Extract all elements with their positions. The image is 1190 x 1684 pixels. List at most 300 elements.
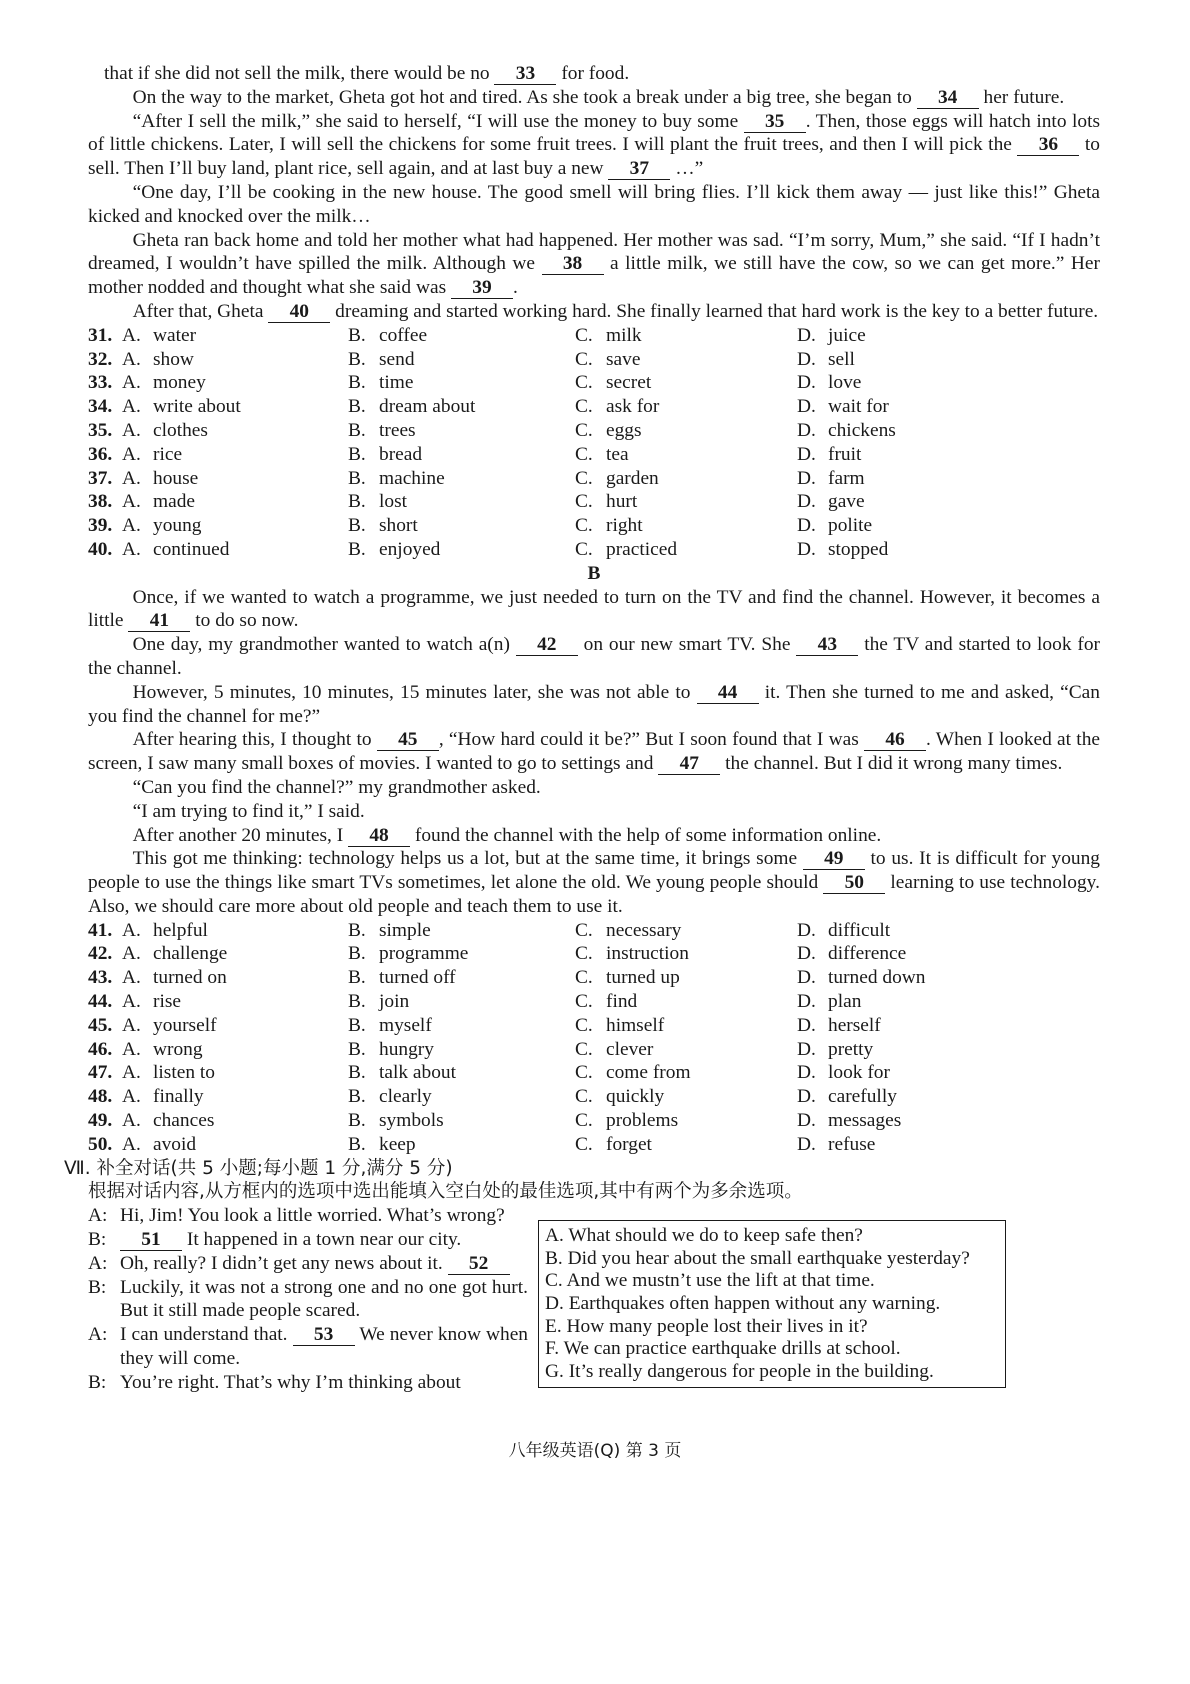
option-a bbox=[122, 966, 348, 990]
option-letter: A. bbox=[122, 372, 141, 394]
passage-text: Gheta ran back home and told her mother what had happened. Her mother was sad. “I’m sorry, Mum,” she said. “If I hadn’t dreamed, I wouldn’t have spilled the milk. Although we bbox=[88, 229, 1100, 275]
option-letter: D. bbox=[797, 991, 816, 1013]
blank-33: 33 bbox=[494, 64, 556, 85]
option-letter: D. bbox=[797, 443, 816, 465]
option-text: turned on bbox=[153, 967, 227, 989]
option-letter: C. bbox=[575, 919, 593, 941]
question-number: 35. bbox=[88, 419, 113, 441]
option-text: trees bbox=[379, 419, 416, 441]
option-letter: B. bbox=[348, 1086, 366, 1108]
question-number: 45. bbox=[88, 1014, 113, 1036]
passage-text: , “How hard could it be?” But I soon found that I was bbox=[438, 729, 859, 751]
passage-text: her future. bbox=[983, 86, 1065, 108]
option-text: find bbox=[606, 991, 638, 1013]
option-text: avoid bbox=[153, 1133, 197, 1155]
option-letter: A. bbox=[122, 491, 141, 513]
option-letter: B. bbox=[348, 324, 366, 346]
option-letter: D. bbox=[797, 919, 816, 941]
option-text: clearly bbox=[379, 1086, 432, 1108]
option-letter: C. bbox=[575, 1133, 593, 1155]
passage-b-paragraph bbox=[88, 847, 1100, 918]
option-text: come from bbox=[606, 1062, 691, 1084]
option-a bbox=[122, 538, 348, 562]
option-row bbox=[88, 942, 1100, 966]
option-d bbox=[797, 1133, 1100, 1157]
dialogue-section bbox=[88, 1204, 1100, 1392]
option-row bbox=[88, 990, 1100, 1014]
passage-text: Once, if we wanted to watch a programme, we just needed to turn on the TV and find the channel. However, it becomes a little bbox=[88, 586, 1100, 632]
option-letter: C. bbox=[575, 1086, 593, 1108]
passage-text: . Then, those eggs will hatch into lots of little chickens. Later, I will sell the chickens for some fruit trees. I will plant the fruit trees, and then I will pick the bbox=[88, 110, 1100, 156]
option-letter: A. bbox=[122, 443, 141, 465]
option-letter: C. bbox=[575, 538, 593, 560]
passage-text: the channel. But I did it wrong many times. bbox=[725, 753, 1063, 775]
option-row bbox=[88, 966, 1100, 990]
blank-42: 42 bbox=[516, 635, 578, 656]
option-text: love bbox=[828, 372, 862, 394]
option-letter: D. bbox=[797, 967, 816, 989]
option-row bbox=[88, 419, 1100, 443]
option-letter: B. bbox=[348, 1038, 366, 1060]
option-d bbox=[797, 942, 1100, 966]
option-c bbox=[575, 467, 797, 491]
option-text: join bbox=[379, 991, 410, 1013]
options-list-31-40 bbox=[88, 324, 1100, 562]
option-a bbox=[122, 942, 348, 966]
option-a bbox=[122, 919, 348, 943]
option-text: difficult bbox=[828, 919, 891, 941]
passage-a-paragraph bbox=[88, 86, 1100, 110]
option-a bbox=[122, 443, 348, 467]
speaker-label: A: bbox=[88, 1252, 108, 1274]
blank-39: 39 bbox=[451, 278, 513, 299]
option-text: eggs bbox=[606, 419, 642, 441]
option-text: coffee bbox=[379, 324, 428, 346]
dialogue-text bbox=[120, 1228, 528, 1252]
option-text: rise bbox=[153, 991, 181, 1013]
dialogue-text-part: I can understand that. bbox=[120, 1324, 288, 1346]
question-number: 44. bbox=[88, 991, 113, 1013]
blank-50: 50 bbox=[823, 873, 885, 894]
option-b bbox=[348, 1038, 575, 1062]
option-letter: A. bbox=[122, 919, 141, 941]
option-letter: A. bbox=[122, 348, 141, 370]
option-letter: C. bbox=[575, 396, 593, 418]
option-text: listen to bbox=[153, 1062, 215, 1084]
dialogue-line bbox=[88, 1276, 528, 1324]
option-c bbox=[575, 324, 797, 348]
option-a bbox=[122, 395, 348, 419]
passage-text: to sell. Then I’ll buy land, plant rice, sell again, and at last buy a new bbox=[88, 134, 1100, 180]
option-letter: B. bbox=[348, 1133, 366, 1155]
option-c bbox=[575, 966, 797, 990]
option-letter: C. bbox=[575, 324, 593, 346]
option-letter: B. bbox=[348, 419, 366, 441]
option-b bbox=[348, 395, 575, 419]
question-number: 39. bbox=[88, 515, 113, 537]
passage-text: learning to use technology. Also, we should care more about old people and teach them to use it. bbox=[88, 872, 1100, 917]
speaker-label: A: bbox=[88, 1205, 108, 1227]
option-letter: A. bbox=[122, 467, 141, 489]
option-text: messages bbox=[828, 1110, 902, 1132]
option-row bbox=[88, 538, 1100, 562]
passage-text: After that, Gheta bbox=[132, 300, 264, 322]
option-letter: D. bbox=[797, 419, 816, 441]
option-letter: C. bbox=[575, 1062, 593, 1084]
passage-b-paragraph: “Can you find the channel?” my grandmother asked. bbox=[132, 776, 541, 798]
option-letter: B. bbox=[348, 396, 366, 418]
blank-51: 51 bbox=[120, 1230, 182, 1251]
question-number: 48. bbox=[88, 1086, 113, 1108]
blank-46: 46 bbox=[864, 730, 926, 751]
option-a bbox=[122, 467, 348, 491]
passage-text: After another 20 minutes, I bbox=[132, 824, 344, 846]
option-d bbox=[797, 1014, 1100, 1038]
option-letter: A. bbox=[122, 1062, 141, 1084]
option-d bbox=[797, 1109, 1100, 1133]
option-letter: C. bbox=[575, 1038, 593, 1060]
passage-text: . bbox=[512, 277, 518, 299]
blank-38: 38 bbox=[542, 254, 604, 275]
option-text: time bbox=[379, 372, 414, 394]
option-b bbox=[348, 1014, 575, 1038]
passage-b-paragraph bbox=[88, 824, 1100, 848]
passage-b-paragraph bbox=[88, 681, 1100, 729]
blank-41: 41 bbox=[128, 611, 190, 632]
question-number: 33. bbox=[88, 372, 113, 394]
choice-item: D. Earthquakes often happen without any warning. bbox=[545, 1293, 941, 1315]
option-b bbox=[348, 490, 575, 514]
option-letter: C. bbox=[575, 372, 593, 394]
question-number: 42. bbox=[88, 943, 113, 965]
option-text: necessary bbox=[606, 919, 682, 941]
option-d bbox=[797, 395, 1100, 419]
option-text: myself bbox=[379, 1014, 432, 1036]
option-text: yourself bbox=[153, 1014, 217, 1036]
question-number: 41. bbox=[88, 919, 113, 941]
option-text: made bbox=[153, 491, 195, 513]
option-text: fruit bbox=[828, 443, 862, 465]
option-text: look for bbox=[828, 1062, 890, 1084]
question-number: 40. bbox=[88, 538, 113, 560]
option-a bbox=[122, 419, 348, 443]
passage-text: to do so now. bbox=[195, 610, 299, 632]
option-letter: B. bbox=[348, 538, 366, 560]
option-letter: B. bbox=[348, 491, 366, 513]
option-c bbox=[575, 490, 797, 514]
dialogue-text-part: We never know when they will come. bbox=[120, 1324, 528, 1370]
option-row bbox=[88, 919, 1100, 943]
blank-53: 53 bbox=[293, 1325, 355, 1346]
dialogue-text: Luckily, it was not a strong one and no one got hurt. But it still made people scared. bbox=[120, 1276, 528, 1322]
question-number: 47. bbox=[88, 1062, 113, 1084]
option-a bbox=[122, 348, 348, 372]
option-letter: D. bbox=[797, 1014, 816, 1036]
passage-text: a little milk, we still have the cow, so we can get more.” Her mother nodded and thought what she said was bbox=[88, 253, 1100, 299]
question-number: 36. bbox=[88, 443, 113, 465]
option-letter: B. bbox=[348, 348, 366, 370]
question-number: 43. bbox=[88, 967, 113, 989]
choices-box bbox=[538, 1220, 1006, 1388]
passage-text: However, 5 minutes, 10 minutes, 15 minutes later, she was not able to bbox=[132, 681, 691, 703]
passage-text: it. Then she turned to me and asked, “Can you find the channel for me?” bbox=[88, 681, 1100, 727]
option-row bbox=[88, 395, 1100, 419]
option-a bbox=[122, 1133, 348, 1157]
dialogue-text bbox=[120, 1252, 528, 1276]
option-letter: A. bbox=[122, 943, 141, 965]
option-d bbox=[797, 538, 1100, 562]
option-letter: A. bbox=[122, 1110, 141, 1132]
option-d bbox=[797, 419, 1100, 443]
option-b bbox=[348, 371, 575, 395]
option-text: wait for bbox=[828, 396, 889, 418]
option-letter: D. bbox=[797, 396, 816, 418]
option-row bbox=[88, 1061, 1100, 1085]
page-footer: 八年级英语(Q) 第 3 页 bbox=[508, 1441, 682, 1461]
passage-text: . When I looked at the screen, I saw many small boxes of movies. I wanted to go to settings and bbox=[88, 729, 1100, 775]
option-letter: D. bbox=[797, 1086, 816, 1108]
dialogue-text: You’re right. That’s why I’m thinking about bbox=[120, 1371, 461, 1393]
option-letter: B. bbox=[348, 1062, 366, 1084]
option-a bbox=[122, 514, 348, 538]
option-text: garden bbox=[606, 467, 659, 489]
option-text: forget bbox=[606, 1133, 652, 1155]
option-d bbox=[797, 371, 1100, 395]
option-text: difference bbox=[828, 943, 907, 965]
option-c bbox=[575, 1014, 797, 1038]
section-7-instruction: 根据对话内容,从方框内的选项中选出能填入空白处的最佳选项,其中有两个为多余选项。 bbox=[88, 1181, 803, 1203]
option-text: turned down bbox=[828, 967, 926, 989]
option-letter: A. bbox=[122, 538, 141, 560]
option-text: secret bbox=[606, 372, 652, 394]
option-letter: D. bbox=[797, 372, 816, 394]
option-text: helpful bbox=[153, 919, 208, 941]
option-text: show bbox=[153, 348, 194, 370]
option-d bbox=[797, 1038, 1100, 1062]
option-text: sell bbox=[828, 348, 855, 370]
option-text: chickens bbox=[828, 419, 896, 441]
blank-44: 44 bbox=[697, 683, 759, 704]
dialogue-line bbox=[88, 1228, 528, 1252]
option-letter: D. bbox=[797, 515, 816, 537]
option-text: wrong bbox=[153, 1038, 203, 1060]
option-text: hurt bbox=[606, 491, 638, 513]
option-text: juice bbox=[828, 324, 866, 346]
passage-b-paragraph bbox=[88, 586, 1100, 634]
option-d bbox=[797, 348, 1100, 372]
option-row bbox=[88, 324, 1100, 348]
passage-text: found the channel with the help of some information online. bbox=[414, 824, 882, 846]
option-text: short bbox=[379, 515, 418, 537]
passage-a-paragraph bbox=[88, 62, 1100, 86]
option-c bbox=[575, 942, 797, 966]
speaker-label: B: bbox=[88, 1371, 107, 1393]
option-a bbox=[122, 1061, 348, 1085]
passage-text: One day, my grandmother wanted to watch a(n) bbox=[132, 634, 510, 656]
option-c bbox=[575, 395, 797, 419]
passage-a-paragraph bbox=[88, 300, 1100, 324]
option-row bbox=[88, 348, 1100, 372]
passage-text: the TV and started to look for the channel. bbox=[88, 634, 1100, 679]
option-d bbox=[797, 1061, 1100, 1085]
option-c bbox=[575, 443, 797, 467]
question-number: 32. bbox=[88, 348, 113, 370]
option-row bbox=[88, 1109, 1100, 1133]
option-text: simple bbox=[379, 919, 431, 941]
speaker-label: A: bbox=[88, 1324, 108, 1346]
option-d bbox=[797, 1085, 1100, 1109]
option-letter: B. bbox=[348, 372, 366, 394]
dialogue bbox=[88, 1204, 528, 1394]
option-letter: B. bbox=[348, 919, 366, 941]
option-text: refuse bbox=[828, 1133, 876, 1155]
option-text: hungry bbox=[379, 1038, 434, 1060]
option-text: keep bbox=[379, 1133, 416, 1155]
choice-item: G. It’s really dangerous for people in the building. bbox=[545, 1360, 934, 1382]
option-d bbox=[797, 514, 1100, 538]
section-7-heading: Ⅶ. 补全对话(共 5 小题;每小题 1 分,满分 5 分) bbox=[64, 1157, 453, 1179]
passage-text: After hearing this, I thought to bbox=[132, 729, 372, 751]
option-letter: A. bbox=[122, 419, 141, 441]
option-b bbox=[348, 1109, 575, 1133]
passage-b-paragraph: “I am trying to find it,” I said. bbox=[132, 800, 365, 822]
option-letter: A. bbox=[122, 324, 141, 346]
option-letter: A. bbox=[122, 515, 141, 537]
option-letter: D. bbox=[797, 1133, 816, 1155]
option-text: milk bbox=[606, 324, 642, 346]
passage-a-paragraph: “One day, I’ll be cooking in the new house. The good smell will bring flies. I’ll kick them away — just like this!” Gheta kicked and knocked over the milk… bbox=[88, 181, 1100, 227]
option-c bbox=[575, 990, 797, 1014]
option-c bbox=[575, 514, 797, 538]
option-b bbox=[348, 942, 575, 966]
option-text: talk about bbox=[379, 1062, 457, 1084]
blank-52: 52 bbox=[448, 1254, 510, 1275]
option-c bbox=[575, 1038, 797, 1062]
question-number: 50. bbox=[88, 1133, 113, 1155]
option-c bbox=[575, 538, 797, 562]
passage-text: This got me thinking: technology helps us a lot, but at the same time, it brings some bbox=[132, 848, 798, 870]
option-letter: B. bbox=[348, 1110, 366, 1132]
question-number: 34. bbox=[88, 396, 113, 418]
option-letter: C. bbox=[575, 443, 593, 465]
option-d bbox=[797, 324, 1100, 348]
dialogue-text bbox=[120, 1323, 528, 1371]
blank-36: 36 bbox=[1017, 135, 1079, 156]
option-text: bread bbox=[379, 443, 423, 465]
passage-text: for food. bbox=[561, 63, 630, 84]
option-text: tea bbox=[606, 443, 629, 465]
option-letter: A. bbox=[122, 1014, 141, 1036]
option-text: instruction bbox=[606, 943, 689, 965]
question-number: 37. bbox=[88, 467, 113, 489]
option-letter: C. bbox=[575, 1110, 593, 1132]
option-row bbox=[88, 490, 1100, 514]
exam-page bbox=[64, 62, 1100, 1393]
option-letter: A. bbox=[122, 396, 141, 418]
dialogue-text: Hi, Jim! You look a little worried. What’s wrong? bbox=[120, 1205, 505, 1227]
option-letter: A. bbox=[122, 1086, 141, 1108]
option-a bbox=[122, 371, 348, 395]
option-letter: B. bbox=[348, 943, 366, 965]
option-text: write about bbox=[153, 396, 241, 418]
option-text: rice bbox=[153, 443, 183, 465]
option-d bbox=[797, 490, 1100, 514]
option-text: enjoyed bbox=[379, 538, 441, 560]
option-c bbox=[575, 419, 797, 443]
option-b bbox=[348, 966, 575, 990]
dialogue-text-part: Oh, really? I didn’t get any news about it. bbox=[120, 1252, 443, 1274]
option-text: symbols bbox=[379, 1110, 444, 1132]
option-text: young bbox=[153, 515, 202, 537]
option-b bbox=[348, 1061, 575, 1085]
dialogue-text-part: It happened in a town near our city. bbox=[186, 1229, 462, 1251]
option-row bbox=[88, 443, 1100, 467]
option-letter: D. bbox=[797, 943, 816, 965]
option-d bbox=[797, 990, 1100, 1014]
option-row bbox=[88, 1133, 1100, 1157]
blank-37: 37 bbox=[608, 159, 670, 180]
option-b bbox=[348, 919, 575, 943]
option-letter: C. bbox=[575, 991, 593, 1013]
blank-45: 45 bbox=[377, 730, 439, 751]
option-b bbox=[348, 419, 575, 443]
option-text: machine bbox=[379, 467, 445, 489]
option-letter: D. bbox=[797, 1110, 816, 1132]
choice-item: E. How many people lost their lives in it? bbox=[545, 1315, 868, 1337]
option-text: pretty bbox=[828, 1038, 874, 1060]
option-c bbox=[575, 1061, 797, 1085]
option-a bbox=[122, 1014, 348, 1038]
passage-a-paragraph bbox=[88, 229, 1100, 300]
option-b bbox=[348, 1133, 575, 1157]
option-text: right bbox=[606, 515, 643, 537]
option-text: gave bbox=[828, 491, 865, 513]
option-text: polite bbox=[828, 515, 873, 537]
option-row bbox=[88, 1038, 1100, 1062]
option-text: save bbox=[606, 348, 641, 370]
option-letter: C. bbox=[575, 943, 593, 965]
question-number: 46. bbox=[88, 1038, 113, 1060]
option-text: carefully bbox=[828, 1086, 897, 1108]
blank-34: 34 bbox=[917, 88, 979, 109]
option-letter: D. bbox=[797, 324, 816, 346]
option-text: herself bbox=[828, 1014, 881, 1036]
section-b-title: B bbox=[587, 562, 601, 584]
option-c bbox=[575, 371, 797, 395]
option-text: finally bbox=[153, 1086, 204, 1108]
choice-item: C. And we mustn’t use the lift at that time. bbox=[545, 1270, 875, 1292]
passage-b-paragraph bbox=[88, 633, 1100, 681]
option-text: quickly bbox=[606, 1086, 665, 1108]
option-d bbox=[797, 467, 1100, 491]
option-b bbox=[348, 324, 575, 348]
option-row bbox=[88, 1014, 1100, 1038]
dialogue-line bbox=[88, 1204, 528, 1228]
option-text: himself bbox=[606, 1014, 665, 1036]
option-letter: C. bbox=[575, 515, 593, 537]
blank-47: 47 bbox=[658, 754, 720, 775]
option-letter: C. bbox=[575, 467, 593, 489]
question-number: 38. bbox=[88, 491, 113, 513]
option-letter: D. bbox=[797, 1038, 816, 1060]
option-c bbox=[575, 1085, 797, 1109]
option-letter: C. bbox=[575, 967, 593, 989]
option-text: ask for bbox=[606, 396, 660, 418]
option-text: farm bbox=[828, 467, 865, 489]
option-a bbox=[122, 490, 348, 514]
option-text: challenge bbox=[153, 943, 228, 965]
dialogue-line bbox=[88, 1371, 528, 1395]
